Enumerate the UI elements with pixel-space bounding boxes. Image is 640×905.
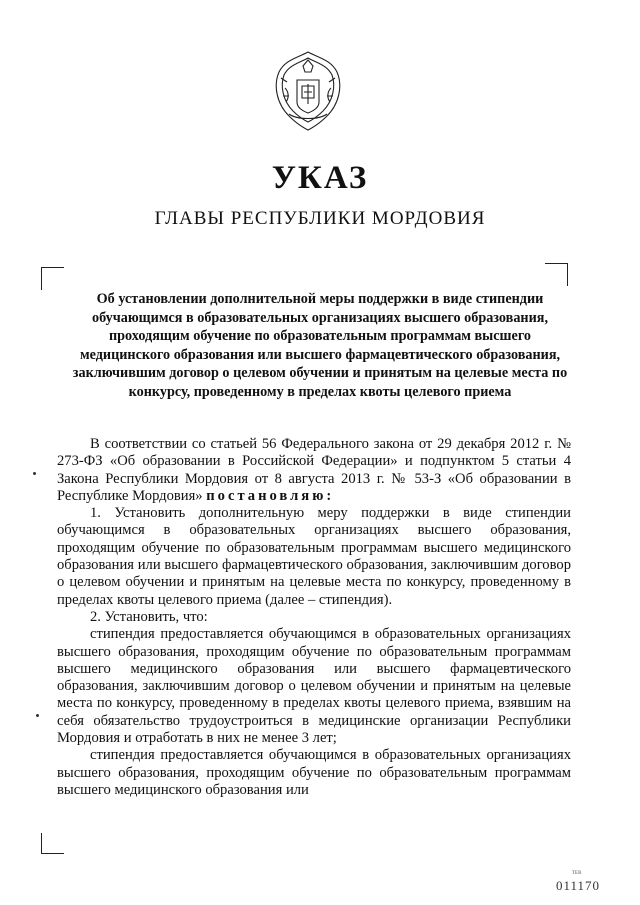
decree-title: УКАЗ <box>271 160 369 196</box>
decree-body <box>57 436 571 799</box>
item-2-intro: 2. Установить, что: <box>90 608 208 625</box>
page-code-mark: ТЕВ <box>572 871 582 876</box>
scan-artifact <box>36 714 39 717</box>
decree-heading: Об установлении дополнительной меры поддержки в виде стипендии обучающимся в образовательных организациях высшего образования, проходящим обучение по образовательным программам высшего медицинского образования или высшего фармацевтического образования, заключившим договор о целевом обучении и принятым на целевые места по конкурсу, проведенному в пределах квоты целевого приема <box>72 291 568 400</box>
preamble-text: В соответствии со статьей 56 Федерального закона от 29 декабря 2012 г. № 273-ФЗ «Об образовании в Российской Федерации» и подпунктом 5 статьи 4 Закона Республики Мордовия от 8 августа 2013 г. № 53-З «Об образовании в Республике Мордовия» <box>57 436 571 504</box>
corner-mark-top-right <box>545 263 568 286</box>
scan-artifact <box>33 472 36 475</box>
corner-mark-bottom-left <box>41 833 64 854</box>
page-code: 011170 <box>556 878 601 893</box>
coat-of-arms-icon <box>269 48 347 132</box>
decree-word: постановляю: <box>206 487 335 504</box>
preamble-paragraph <box>57 436 571 505</box>
corner-mark-top-left <box>41 267 64 290</box>
item-2-paragraph-2: стипендия предоставляется обучающимся в образовательных организациях высшего образования, проходящим обучение по образовательным программам высшего медицинского образования или <box>57 747 571 798</box>
item-2-paragraph-1: стипендия предоставляется обучающимся в образовательных организациях высшего образования, проходящим обучение по образовательным программам высшего медицинского образования или высшего фармацевтического образования, заключившим договор о целевом обучении и принятым на целевые места по конкурсу, проведенному в пределах квоты целевого приема, взявшим на себя обязательство трудоустроиться в медицинские организации Республики Мордовия и отработать в них не менее 3 лет; <box>57 626 571 747</box>
decree-subtitle: ГЛАВЫ РЕСПУБЛИКИ МОРДОВИЯ <box>154 208 486 229</box>
item-1: 1. Установить дополнительную меру поддержки в виде стипендии обучающимся в образовательных организациях высшего образования, проходящим обучение по образовательным программам высшего медицинского образования или высшего фармацевтического образования, заключившим договор о целевом обучении и принятым на целевые места по конкурсу, проведенному в пределах квоты целевого приема (далее – стипендия). <box>57 505 571 608</box>
